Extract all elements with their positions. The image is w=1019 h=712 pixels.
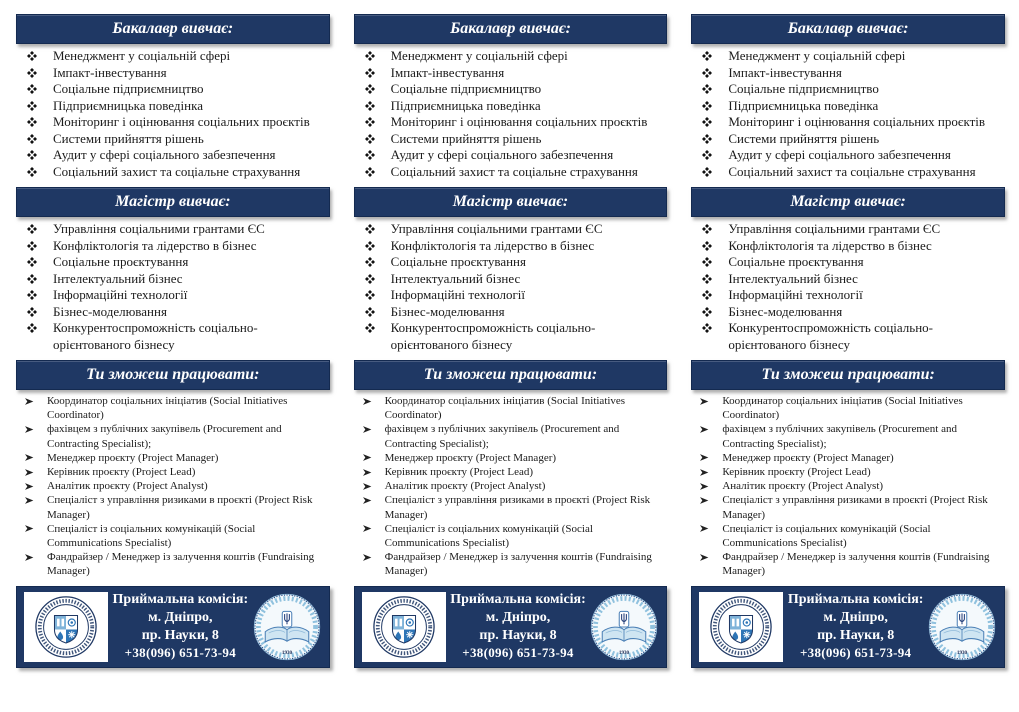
list-item-text: Соціальний захист та соціальне страхування [53, 163, 301, 179]
list-item-text: Бізнес-моделювання [390, 303, 505, 319]
arrowhead-bullet-icon [363, 522, 372, 534]
street-address-line: пр. Науки, 8 [817, 628, 895, 644]
four-diamond-bullet-icon [27, 147, 37, 160]
list-item [16, 304, 330, 321]
careers-section-banner [691, 360, 1005, 390]
list-item [691, 320, 1005, 353]
list-item [16, 147, 330, 164]
list-item [691, 238, 1005, 255]
list-item [16, 465, 330, 479]
four-diamond-bullet-icon [702, 271, 712, 284]
list-item [354, 238, 668, 255]
list-item-text: фахівцем з публічних закупівель (Procurement and Contracting Specialist); [47, 423, 282, 450]
list-item [354, 304, 668, 321]
arrowhead-bullet-icon [363, 465, 372, 477]
bachelor-topics-list [354, 48, 668, 180]
university-shield-seal-icon [372, 595, 436, 659]
four-diamond-bullet-icon [702, 147, 712, 160]
four-diamond-bullet-icon [27, 98, 37, 111]
list-item-text: Конкурентоспроможність соціально-орієнтованого бізнесу [728, 320, 933, 352]
arrowhead-bullet-icon [25, 465, 34, 477]
four-diamond-bullet-icon [27, 81, 37, 94]
list-item [16, 271, 330, 288]
four-diamond-bullet-icon [365, 221, 375, 234]
master-section-banner [354, 187, 668, 217]
careers-list [16, 394, 330, 579]
four-diamond-bullet-icon [702, 164, 712, 177]
four-diamond-bullet-icon [27, 48, 37, 61]
bachelor-topics-list [16, 48, 330, 180]
street-address-line: пр. Науки, 8 [479, 628, 557, 644]
university-seal-box [24, 592, 108, 662]
list-item-text: Менеджмент у соціальній сфері [53, 48, 231, 63]
list-item-text: Аудит у сфері соціального забезпечення [53, 147, 276, 162]
careers-section-title: Ти зможеш працювати: [86, 366, 260, 383]
four-diamond-bullet-icon [702, 131, 712, 144]
phone-number: +38(096) 651-73-94 [124, 645, 237, 661]
four-diamond-bullet-icon [27, 131, 37, 144]
four-diamond-bullet-icon [27, 65, 37, 78]
four-diamond-bullet-icon [365, 238, 375, 251]
university-seal-box [362, 592, 446, 662]
list-item-text: Соціальне підприємництво [728, 81, 879, 96]
four-diamond-bullet-icon [702, 320, 712, 333]
list-item [16, 65, 330, 82]
admissions-title: Приймальна комісія: [112, 592, 249, 608]
admissions-footer [354, 586, 668, 668]
four-diamond-bullet-icon [365, 81, 375, 94]
list-item [354, 465, 668, 479]
four-diamond-bullet-icon [365, 164, 375, 177]
arrowhead-bullet-icon [363, 394, 372, 406]
admissions-footer [691, 586, 1005, 668]
arrowhead-bullet-icon [25, 394, 34, 406]
arrowhead-bullet-icon [25, 493, 34, 505]
list-item [691, 465, 1005, 479]
list-item-text: Спеціаліст із соціальних комунікацій (Social Communications Specialist) [384, 522, 593, 550]
list-item [16, 254, 330, 271]
list-item-text: Підприємницька поведінка [53, 97, 203, 113]
arrowhead-bullet-icon [700, 550, 709, 562]
list-item-text: Імпакт-інвестування [728, 64, 842, 80]
careers-section-title: Ти зможеш працювати: [761, 366, 935, 383]
list-item-text: Керівник проєкту (Project Lead) [722, 466, 871, 479]
four-diamond-bullet-icon [365, 98, 375, 111]
arrowhead-bullet-icon [700, 493, 709, 505]
list-item-text: Імпакт-інвестування [390, 64, 505, 80]
list-item-text: Системи прийняття рішень [728, 130, 880, 146]
list-item-text: Управління соціальними грантами ЄС [53, 221, 265, 236]
list-item [354, 48, 668, 65]
arrowhead-bullet-icon [363, 479, 372, 491]
list-item-text: Соціальне підприємництво [390, 81, 542, 96]
list-item-text: Фандрайзер / Менеджер із залучення коштів (Fundraising Manager) [384, 551, 652, 578]
list-item-text: Бізнес-моделювання [728, 303, 843, 319]
arrowhead-bullet-icon [700, 422, 709, 434]
arrowhead-bullet-icon [25, 451, 34, 463]
list-item [354, 254, 668, 271]
phone-number: +38(096) 651-73-94 [462, 645, 574, 661]
list-item [354, 394, 668, 422]
careers-list [691, 394, 1005, 579]
list-item-text: Менеджмент у соціальній сфері [728, 48, 906, 63]
four-diamond-bullet-icon [702, 304, 712, 317]
arrowhead-bullet-icon [700, 522, 709, 534]
list-item-text: Конфліктологія та лідерство в бізнес [53, 237, 257, 253]
list-item [16, 493, 330, 521]
list-item [354, 147, 668, 164]
four-diamond-bullet-icon [702, 221, 712, 234]
list-item-text: Підприємницька поведінка [390, 97, 541, 113]
four-diamond-bullet-icon [365, 147, 375, 160]
list-item-text: Керівник проєкту (Project Lead) [47, 466, 196, 479]
list-item [16, 81, 330, 98]
list-item [354, 98, 668, 115]
list-item-text: Фандрайзер / Менеджер із залучення коштів (Fundraising Manager) [722, 551, 990, 578]
bachelor-topics-list [691, 48, 1005, 180]
bachelor-section-title: Бакалавр вивчає: [112, 20, 234, 37]
list-item-text: фахівцем з публічних закупівель (Procurement and Contracting Specialist); [722, 423, 957, 450]
list-item [16, 451, 330, 465]
bachelor-section-banner [691, 14, 1005, 44]
four-diamond-bullet-icon [27, 254, 37, 267]
arrowhead-bullet-icon [363, 550, 372, 562]
admissions-title: Приймальна комісія: [450, 592, 586, 608]
four-diamond-bullet-icon [365, 304, 375, 317]
list-item [354, 479, 668, 493]
city-line: м. Дніпро, [148, 610, 213, 626]
list-item-text: Координатор соціальних ініціатив (Social Initiatives Coordinator) [722, 395, 963, 422]
master-section-banner [16, 187, 330, 217]
list-item [354, 271, 668, 288]
list-item [691, 394, 1005, 422]
list-item-text: Менеджер проєкту (Project Manager) [722, 451, 894, 464]
brochure-panel-3 [691, 14, 1005, 668]
four-diamond-bullet-icon [365, 271, 375, 284]
list-item [691, 48, 1005, 65]
list-item-text: Спеціаліст з управління ризиками в проєкті (Project Risk Manager) [384, 494, 651, 521]
four-diamond-bullet-icon [702, 238, 712, 251]
brochure-panel-1 [16, 14, 330, 668]
list-item [16, 422, 330, 450]
four-diamond-bullet-icon [365, 320, 375, 333]
list-item-text: Спеціаліст з управління ризиками в проєкті (Project Risk Manager) [47, 494, 313, 521]
brochure-panel-2 [354, 14, 668, 668]
list-item-text: Менеджер проєкту (Project Manager) [47, 451, 219, 464]
four-diamond-bullet-icon [365, 65, 375, 78]
list-item [691, 81, 1005, 98]
arrowhead-bullet-icon [700, 465, 709, 477]
four-diamond-bullet-icon [702, 254, 712, 267]
list-item [354, 422, 668, 450]
list-item-text: Конкурентоспроможність соціально-орієнтованого бізнесу [390, 320, 596, 352]
list-item-text: Системи прийняття рішень [390, 130, 542, 146]
university-seal-box [699, 592, 783, 662]
list-item-text: Конкурентоспроможність соціально-орієнтованого бізнесу [53, 320, 258, 352]
arrowhead-bullet-icon [25, 479, 34, 491]
four-diamond-bullet-icon [27, 114, 37, 127]
list-item-text: Соціальне підприємництво [53, 81, 204, 96]
bachelor-section-title: Бакалавр вивчає: [450, 20, 571, 37]
list-item [691, 164, 1005, 181]
list-item-text: Координатор соціальних ініціатив (Social Initiatives Coordinator) [384, 395, 626, 422]
list-item [691, 114, 1005, 131]
list-item-text: Моніторинг і оцінювання соціальних проєктів [53, 114, 310, 129]
four-diamond-bullet-icon [702, 65, 712, 78]
master-topics-list [691, 221, 1005, 353]
list-item [354, 493, 668, 521]
list-item-text: Керівник проєкту (Project Lead) [384, 466, 534, 479]
four-diamond-bullet-icon [365, 48, 375, 61]
list-item-text: Аналітик проєкту (Project Analyst) [47, 480, 208, 493]
master-section-title: Магістр вивчає: [790, 193, 906, 210]
bachelor-section-title: Бакалавр вивчає: [787, 20, 909, 37]
list-item [354, 164, 668, 181]
list-item-text: Підприємницька поведінка [728, 97, 879, 113]
four-diamond-bullet-icon [27, 320, 37, 333]
arrowhead-bullet-icon [700, 394, 709, 406]
list-item-text: Фандрайзер / Менеджер із залучення коштів (Fundraising Manager) [47, 551, 315, 578]
four-diamond-bullet-icon [365, 287, 375, 300]
list-item [354, 114, 668, 131]
list-item [691, 451, 1005, 465]
admissions-footer [16, 586, 330, 668]
arrowhead-bullet-icon [25, 522, 34, 534]
four-diamond-bullet-icon [702, 114, 712, 127]
four-diamond-bullet-icon [27, 271, 37, 284]
list-item-text: Соціальне проєктування [53, 254, 189, 269]
list-item-text: Спеціаліст із соціальних комунікацій (Social Communications Specialist) [47, 522, 256, 550]
arrowhead-bullet-icon [363, 451, 372, 463]
list-item-text: Менеджер проєкту (Project Manager) [384, 451, 557, 464]
master-topics-list [354, 221, 668, 353]
arrowhead-bullet-icon [25, 422, 34, 434]
careers-section-banner [16, 360, 330, 390]
list-item [354, 221, 668, 238]
list-item [691, 65, 1005, 82]
list-item-text: Бізнес-моделювання [53, 303, 167, 319]
list-item-text: Інформаційні технології [390, 287, 526, 302]
list-item [16, 114, 330, 131]
list-item [16, 98, 330, 115]
arrowhead-bullet-icon [363, 493, 372, 505]
bachelor-section-banner [354, 14, 668, 44]
list-item-text: Соціальний захист та соціальне страхування [728, 163, 976, 179]
list-item-text: Інтелектуальний бізнес [390, 270, 521, 286]
list-item [691, 131, 1005, 148]
list-item [691, 287, 1005, 304]
list-item-text: Координатор соціальних ініціатив (Social Initiatives Coordinator) [47, 395, 288, 422]
list-item-text: Соціальне проєктування [390, 254, 526, 269]
admissions-contact-block [446, 591, 591, 661]
four-diamond-bullet-icon [365, 254, 375, 267]
list-item-text: Моніторинг і оцінювання соціальних проєктів [728, 114, 986, 129]
list-item [16, 394, 330, 422]
master-section-title: Магістр вивчає: [115, 193, 231, 210]
list-item-text: Імпакт-інвестування [53, 64, 167, 80]
list-item [16, 550, 330, 578]
list-item [16, 164, 330, 181]
university-shield-seal-icon [709, 595, 773, 659]
list-item [691, 493, 1005, 521]
list-item [16, 287, 330, 304]
list-item-text: Аудит у сфері соціального забезпечення [390, 147, 614, 162]
list-item-text: Моніторинг і оцінювання соціальних проєктів [390, 114, 648, 129]
list-item [354, 451, 668, 465]
list-item [354, 320, 668, 353]
four-diamond-bullet-icon [27, 164, 37, 177]
list-item [691, 221, 1005, 238]
list-item-text: Менеджмент у соціальній сфері [390, 48, 568, 63]
list-item-text: Інформаційні технології [728, 287, 863, 302]
four-diamond-bullet-icon [365, 114, 375, 127]
list-item [16, 238, 330, 255]
list-item-text: Спеціаліст з управління ризиками в проєкті (Project Risk Manager) [722, 494, 988, 521]
list-item [16, 48, 330, 65]
list-item-text: Інформаційні технології [53, 287, 188, 302]
list-item [691, 550, 1005, 578]
city-line: м. Дніпро, [485, 610, 551, 626]
four-diamond-bullet-icon [702, 287, 712, 300]
careers-list [354, 394, 668, 579]
list-item [16, 479, 330, 493]
list-item-text: Управління соціальними грантами ЄС [728, 221, 941, 236]
arrowhead-bullet-icon [700, 479, 709, 491]
admissions-title: Приймальна комісія: [787, 592, 924, 608]
admissions-contact-block [783, 591, 928, 661]
admissions-contact-block [108, 591, 253, 661]
list-item-text: Аналітик проєкту (Project Analyst) [384, 480, 546, 493]
list-item [691, 422, 1005, 450]
list-item-text: фахівцем з публічних закупівель (Procurement and Contracting Specialist); [384, 423, 620, 450]
list-item [691, 98, 1005, 115]
list-item [16, 320, 330, 353]
list-item [691, 271, 1005, 288]
arrowhead-bullet-icon [700, 451, 709, 463]
list-item [354, 131, 668, 148]
list-item-text: Соціальне проєктування [728, 254, 864, 269]
list-item-text: Аналітик проєкту (Project Analyst) [722, 480, 884, 493]
master-section-title: Магістр вивчає: [452, 193, 569, 210]
master-topics-list [16, 221, 330, 353]
master-section-banner [691, 187, 1005, 217]
bachelor-section-banner [16, 14, 330, 44]
arrowhead-bullet-icon [363, 422, 372, 434]
arrowhead-bullet-icon [25, 550, 34, 562]
list-item [16, 221, 330, 238]
four-diamond-bullet-icon [27, 221, 37, 234]
careers-section-title: Ти зможеш працювати: [423, 366, 598, 383]
four-diamond-bullet-icon [27, 304, 37, 317]
list-item-text: Конфліктологія та лідерство в бізнес [728, 237, 932, 253]
four-diamond-bullet-icon [27, 287, 37, 300]
four-diamond-bullet-icon [27, 238, 37, 251]
list-item [691, 254, 1005, 271]
four-diamond-bullet-icon [702, 48, 712, 61]
list-item-text: Управління соціальними грантами ЄС [390, 221, 603, 236]
four-diamond-bullet-icon [702, 98, 712, 111]
list-item [354, 550, 668, 578]
list-item-text: Системи прийняття рішень [53, 130, 204, 146]
phone-number: +38(096) 651-73-94 [799, 645, 912, 661]
book-trident-seal-icon [928, 593, 996, 661]
street-address-line: пр. Науки, 8 [141, 628, 219, 644]
list-item [354, 287, 668, 304]
list-item [691, 522, 1005, 550]
list-item-text: Інтелектуальний бізнес [728, 270, 858, 286]
list-item-text: Аудит у сфері соціального забезпечення [728, 147, 951, 162]
list-item [691, 304, 1005, 321]
list-item [354, 522, 668, 550]
four-diamond-bullet-icon [365, 131, 375, 144]
list-item-text: Інтелектуальний бізнес [53, 270, 183, 286]
list-item-text: Соціальний захист та соціальне страхування [390, 163, 638, 179]
city-line: м. Дніпро, [823, 610, 888, 626]
careers-section-banner [354, 360, 668, 390]
book-trident-seal-icon [253, 593, 321, 661]
list-item [354, 65, 668, 82]
list-item [16, 131, 330, 148]
book-trident-seal-icon [590, 593, 658, 661]
list-item [16, 522, 330, 550]
university-shield-seal-icon [34, 595, 98, 659]
four-diamond-bullet-icon [702, 81, 712, 94]
list-item [354, 81, 668, 98]
list-item [691, 479, 1005, 493]
list-item [691, 147, 1005, 164]
list-item-text: Конфліктологія та лідерство в бізнес [390, 237, 595, 253]
list-item-text: Спеціаліст із соціальних комунікацій (Social Communications Specialist) [722, 522, 931, 550]
